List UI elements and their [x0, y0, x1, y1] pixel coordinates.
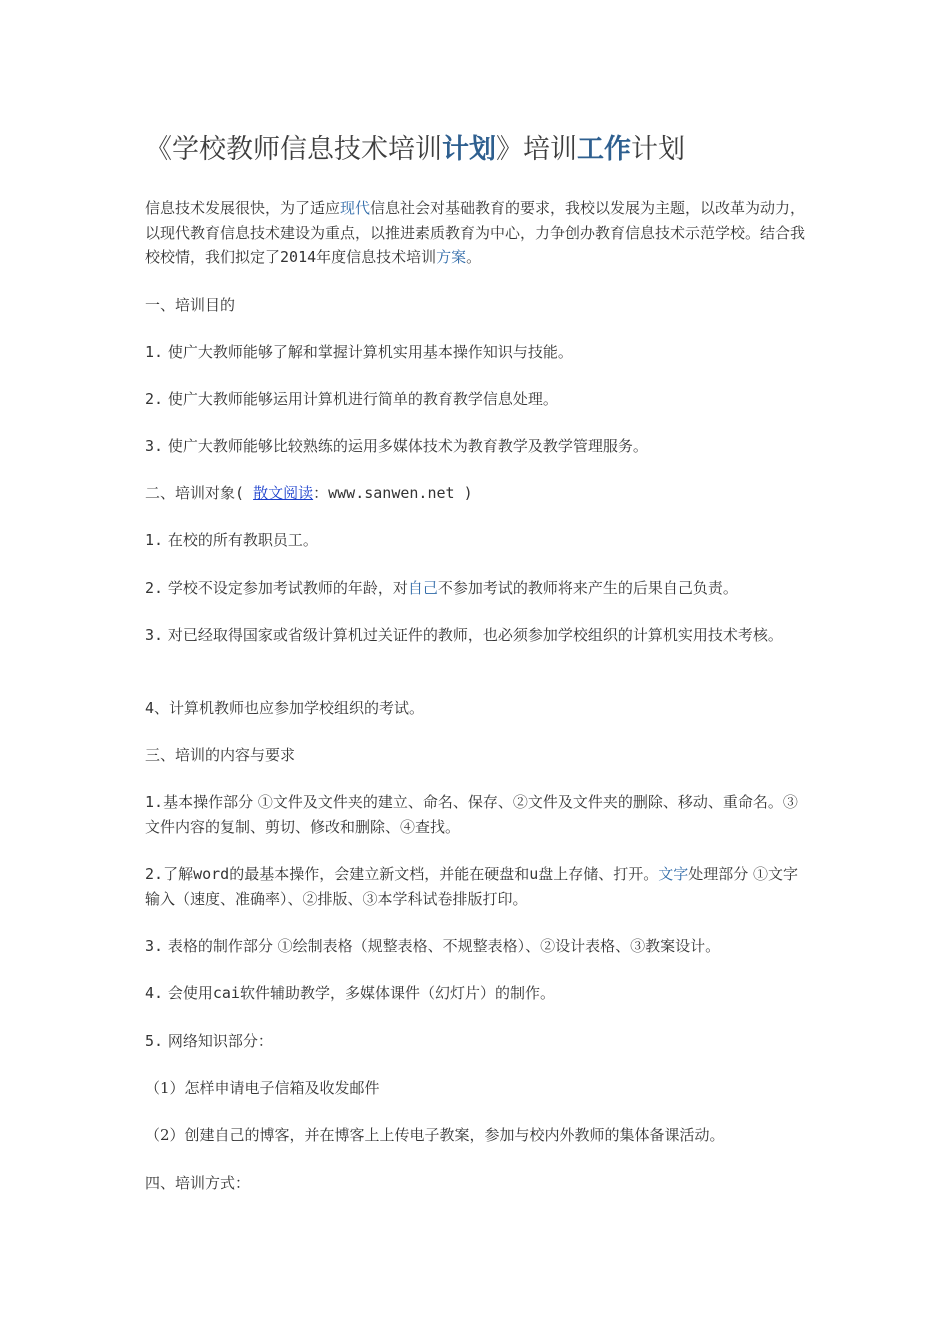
item-text-b: 软件辅助教学，多媒体课件（幻灯片）的制作。	[239, 984, 555, 1002]
s3-item-1	[145, 790, 809, 839]
paren-open: (	[235, 484, 254, 502]
item-number: 1.	[145, 343, 164, 361]
heading-text: 二、培训对象	[145, 484, 236, 502]
s2-item-1	[145, 528, 809, 553]
item-number: 2.	[145, 390, 164, 408]
item-text: 计算机教师也应参加学校组织的考试。	[169, 699, 425, 717]
item-text-a: 了解	[163, 865, 194, 883]
document-title	[145, 130, 825, 170]
s2-item-2	[145, 576, 809, 601]
link-modern[interactable]: 现代	[340, 199, 371, 217]
item-text-a: 学校不设定参加考试教师的年龄，对	[163, 579, 408, 597]
s1-item-3	[145, 434, 809, 459]
item-number: 3.	[145, 937, 164, 955]
intro-paragraph	[145, 196, 809, 270]
section-3-heading: 三、培训的内容与要求	[145, 746, 296, 764]
title-link-work[interactable]: 工作	[577, 134, 631, 165]
item-number: 4.	[145, 984, 164, 1002]
s3-item-4	[145, 981, 809, 1006]
item-number: 3.	[145, 626, 164, 644]
title-text-3: 计划	[631, 134, 685, 165]
colon: ：	[313, 484, 329, 502]
item-number: 5.	[145, 1032, 164, 1050]
item-text: 使广大教师能够了解和掌握计算机实用基本操作知识与技能。	[163, 343, 573, 361]
item-text-b: 的最基本操作，会建立新文档，并能在硬盘和	[229, 865, 530, 883]
s3-item-2	[145, 862, 809, 911]
link-sanwen[interactable]: 散文阅读	[253, 484, 314, 502]
title-text-2: 》培训	[496, 134, 577, 165]
subitem-text: 怎样申请电子信箱及收发邮件	[184, 1079, 380, 1097]
link-text[interactable]: 文字	[658, 865, 689, 883]
item-text-c: 盘上存储、打开。	[538, 865, 659, 883]
section-4-heading: 四、培训方式：	[145, 1174, 251, 1192]
item-text-d: 处理部分 ①文字输入（速度、准确率）、②排版、③本学科试卷排版打印。	[145, 865, 799, 908]
item-text: 在校的所有教职员工。	[163, 531, 318, 549]
site-url: www.sanwen.net )	[328, 484, 473, 502]
item-number: 2.	[145, 579, 164, 597]
s3-item-5	[145, 1029, 809, 1054]
intro-text-c: 年度信息技术培训	[316, 248, 437, 266]
link-plan[interactable]: 方案	[436, 248, 467, 266]
section-1-heading: 一、培训目的	[145, 296, 236, 314]
u-term: u	[529, 865, 539, 883]
subitem-text: 创建自己的博客，并在博客上上传电子教案，参加与校内外教师的集体备课活动。	[184, 1126, 725, 1144]
intro-year: 2014	[280, 248, 317, 266]
s2-item-3	[145, 623, 809, 648]
word-term: word	[193, 865, 230, 883]
s3-subitem-2	[145, 1123, 809, 1148]
item-text: 基本操作部分 ①文件及文件夹的建立、命名、保存、②文件及文件夹的删除、移动、重命名。③文件内容的复制、剪切、修改和删除、④查找。	[145, 793, 798, 836]
intro-text-b: 信息社会对基础教育的要求，我校以发展为主题，以改革为动力，以现代教育信息技术建设为重点，以推进素质教育为中心，力争创办教育信息技术示范学校。结合我校校情，我们拟定了	[145, 199, 806, 266]
cai-term: cai	[212, 984, 240, 1002]
subitem-number: （1）	[145, 1079, 185, 1097]
intro-text-a: 信息技术发展很快，为了适应	[145, 199, 341, 217]
item-text: 对已经取得国家或省级计算机过关证件的教师，也必须参加学校组织的计算机实用技术考核。	[163, 626, 783, 644]
item-number: 4、	[145, 699, 170, 717]
s3-item-3	[145, 934, 809, 959]
item-number: 1.	[145, 531, 164, 549]
item-number: 3.	[145, 437, 164, 455]
intro-text-d: 。	[466, 248, 482, 266]
item-text-a: 会使用	[163, 984, 213, 1002]
item-text-b: 不参加考试的教师将来产生的后果自己负责。	[437, 579, 738, 597]
s1-item-2	[145, 387, 809, 412]
item-number: 1.	[145, 793, 164, 811]
item-text: 网络知识部分：	[163, 1032, 273, 1050]
s2-item-4	[145, 696, 809, 721]
item-text: 使广大教师能够比较熟练的运用多媒体技术为教育教学及教学管理服务。	[163, 437, 648, 455]
subitem-number: （2）	[145, 1126, 185, 1144]
s1-item-1	[145, 340, 809, 365]
link-self[interactable]: 自己	[407, 579, 438, 597]
item-number: 2.	[145, 865, 164, 883]
item-text: 使广大教师能够运用计算机进行简单的教育教学信息处理。	[163, 390, 558, 408]
item-text: 表格的制作部分 ①绘制表格（规整表格、不规整表格）、②设计表格、③教案设计。	[163, 937, 721, 955]
s3-subitem-1	[145, 1076, 809, 1101]
title-text-1: 《学校教师信息技术培训	[145, 134, 442, 165]
title-link-plan[interactable]: 计划	[442, 134, 496, 165]
section-2-heading	[145, 481, 809, 506]
